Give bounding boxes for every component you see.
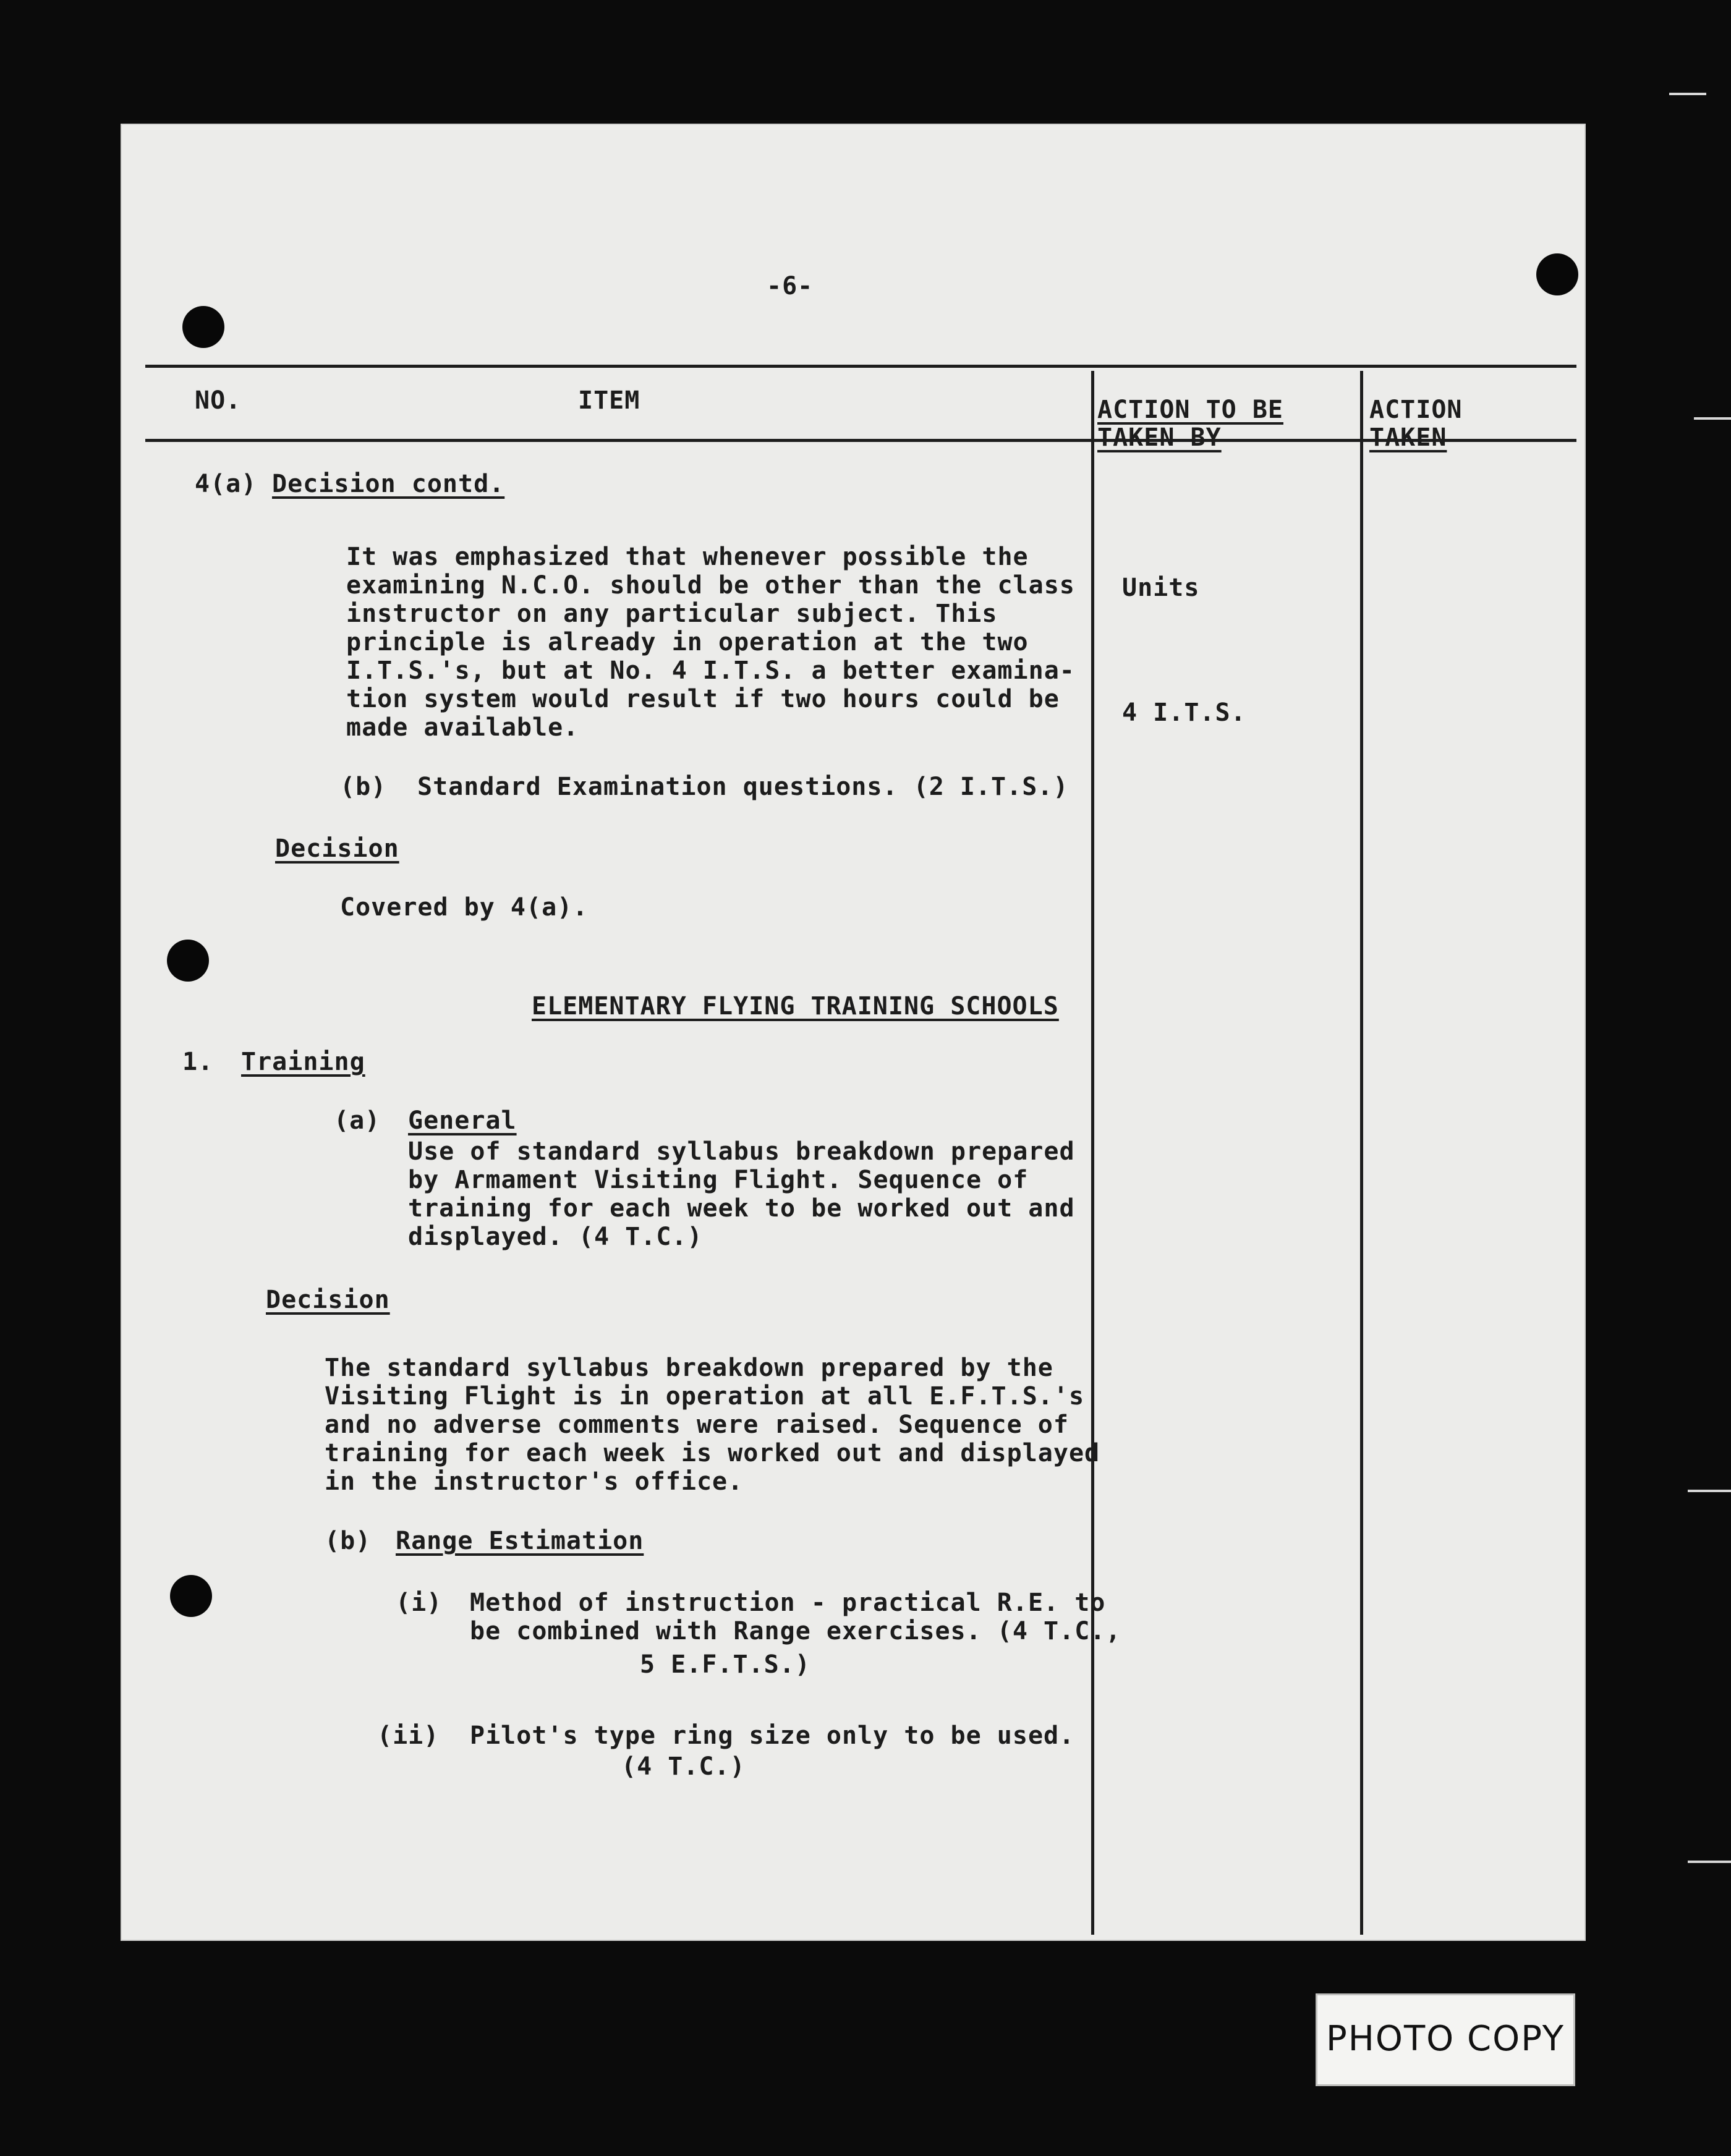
photo-copy-stamp xyxy=(1316,1993,1575,2086)
header-action-taken-line1: ACTION xyxy=(1369,396,1463,424)
action-units: Units xyxy=(1122,574,1200,602)
header-action-taken-line2: TAKEN xyxy=(1369,423,1447,452)
sub-sub-item-label: (ii) xyxy=(377,1721,440,1750)
sub-sub-item-label: (i) xyxy=(396,1589,443,1617)
decision-heading: Decision xyxy=(275,834,399,863)
decision-paragraph: It was emphasized that whenever possible the examining N.C.O. should be other than the class instructor on any particular subject. This principle is already in operation at the two I.T.S.'s, but at No. 4 I.T.S. a better examina- tion system would result if two hours could be made available. xyxy=(346,543,1075,742)
photo-copy-stamp-text: PHOTO COPY xyxy=(1326,2019,1565,2059)
document-page xyxy=(121,124,1586,1941)
sub-sub-item-text-tail: (4 T.C.) xyxy=(621,1752,746,1781)
scan-streak xyxy=(1688,1861,1731,1863)
action-4-its: 4 I.T.S. xyxy=(1122,698,1246,727)
sub-item-text: Standard Examination questions. (2 I.T.S.) xyxy=(417,773,1069,801)
punch-hole xyxy=(182,306,224,348)
punch-hole xyxy=(170,1575,212,1617)
sub-item-label: (b) xyxy=(340,773,387,801)
punch-hole xyxy=(167,940,209,982)
scan-streak xyxy=(1694,417,1731,420)
scan-streak xyxy=(1669,93,1706,95)
table-top-rule xyxy=(145,365,1576,368)
column-divider-action-taken xyxy=(1360,371,1363,1935)
decision-paragraph: The standard syllabus breakdown prepared by the Visiting Flight is in operation at all E.F.T.S.'s and no adverse comments were raised. Sequence of training for each week is worked out and displayed in the instructor's office. xyxy=(325,1354,1100,1496)
sub-item-heading: General xyxy=(408,1106,517,1135)
sub-item-label: (b) xyxy=(325,1527,372,1555)
decision-heading: Decision contd. xyxy=(272,470,505,498)
item-heading: Training xyxy=(241,1048,365,1076)
header-action-by-line2: TAKEN BY xyxy=(1097,423,1222,452)
header-no: NO. xyxy=(195,386,242,415)
column-divider-action-by xyxy=(1091,371,1094,1935)
item-number: 1. xyxy=(182,1048,214,1076)
sub-item-heading: Range Estimation xyxy=(396,1527,644,1555)
sub-sub-item-text: Pilot's type ring size only to be used. xyxy=(470,1721,1075,1750)
decision-heading: Decision xyxy=(266,1286,390,1314)
header-item: ITEM xyxy=(578,386,640,415)
sub-item-label: (a) xyxy=(334,1106,381,1135)
page-number: -6- xyxy=(767,272,814,300)
sub-sub-item-text-tail: 5 E.F.T.S.) xyxy=(640,1650,810,1679)
scan-streak xyxy=(1688,1490,1731,1492)
punch-hole xyxy=(1536,253,1578,295)
sub-item-text: Use of standard syllabus breakdown prepared by Armament Visiting Flight. Sequence of training for each week to be worked out and displayed. (4 T.C.) xyxy=(408,1137,1075,1251)
decision-text: Covered by 4(a). xyxy=(340,893,589,922)
item-number: 4(a) xyxy=(195,470,257,498)
header-action-by-line1: ACTION TO BE xyxy=(1097,396,1283,424)
section-title: ELEMENTARY FLYING TRAINING SCHOOLS xyxy=(532,992,1059,1021)
sub-sub-item-text: Method of instruction - practical R.E. to be combined with Range exercises. (4 T.C., xyxy=(470,1589,1121,1645)
